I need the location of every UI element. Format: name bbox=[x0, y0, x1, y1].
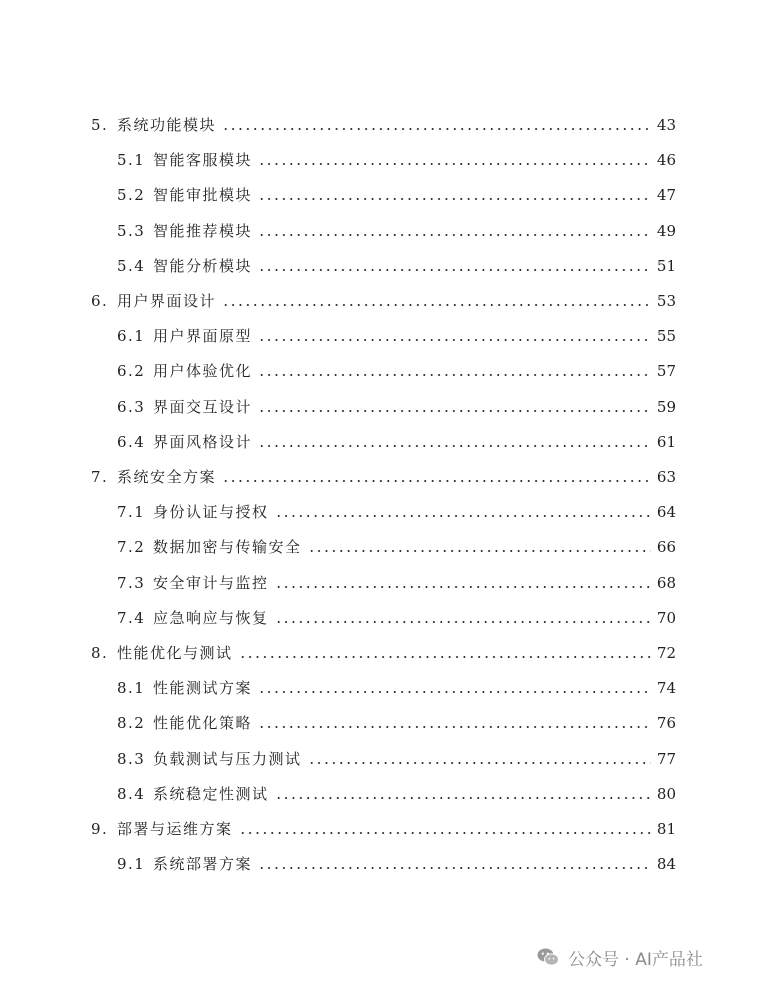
toc-entry-title: 用户界面设计 bbox=[117, 292, 217, 310]
toc-entry-page-number: 64 bbox=[656, 503, 676, 522]
toc-entry-title: 用户体验优化 bbox=[153, 362, 253, 381]
toc-chapter-entry[interactable] bbox=[91, 815, 676, 839]
toc-section-entry[interactable] bbox=[117, 322, 676, 346]
toc-dot-leader bbox=[258, 410, 651, 412]
toc-entry-title: 负载测试与压力测试 bbox=[153, 749, 302, 768]
toc-entry-title: 部署与运维方案 bbox=[117, 820, 233, 838]
toc-section-entry[interactable] bbox=[117, 181, 676, 205]
toc-entry-number: 6.1 bbox=[117, 327, 146, 346]
toc-entry-title: 安全审计与监控 bbox=[153, 573, 269, 592]
toc-entry-number: 7.4 bbox=[117, 608, 146, 627]
toc-entry-number: 8.3 bbox=[117, 749, 146, 768]
toc-section-entry[interactable] bbox=[117, 146, 676, 170]
toc-entry-number: 8.4 bbox=[117, 784, 146, 803]
toc-dot-leader bbox=[308, 550, 651, 552]
toc-entry-page-number: 81 bbox=[656, 820, 676, 838]
toc-chapter-entry[interactable] bbox=[91, 111, 676, 135]
toc-dot-leader bbox=[308, 762, 651, 764]
toc-section-entry[interactable] bbox=[117, 850, 676, 874]
toc-dot-leader bbox=[258, 867, 651, 869]
toc-entry-page-number: 80 bbox=[656, 784, 676, 803]
toc-entry-number: 7. bbox=[91, 468, 109, 486]
toc-dot-leader bbox=[222, 304, 651, 306]
toc-entry-page-number: 74 bbox=[656, 679, 676, 698]
toc-entry-page-number: 57 bbox=[656, 362, 676, 381]
toc-entry-page-number: 49 bbox=[656, 221, 676, 240]
wechat-icon bbox=[536, 945, 560, 969]
toc-dot-leader bbox=[258, 163, 651, 165]
toc-dot-leader bbox=[222, 480, 651, 482]
toc-entry-title: 用户界面原型 bbox=[153, 327, 253, 346]
toc-dot-leader bbox=[258, 198, 651, 200]
toc-entry-title: 智能审批模块 bbox=[153, 186, 253, 205]
toc-dot-leader bbox=[258, 269, 651, 271]
toc-entry-page-number: 72 bbox=[656, 644, 676, 662]
toc-entry-number: 5.1 bbox=[117, 151, 146, 170]
toc-entry-number: 9.1 bbox=[117, 855, 146, 874]
toc-entry-page-number: 51 bbox=[656, 256, 676, 275]
toc-entry-number: 8. bbox=[91, 644, 109, 662]
toc-entry-number: 5.2 bbox=[117, 186, 146, 205]
toc-entry-page-number: 46 bbox=[656, 151, 676, 170]
toc-entry-number: 7.3 bbox=[117, 573, 146, 592]
toc-entry-page-number: 66 bbox=[656, 538, 676, 557]
toc-entry-number: 6.4 bbox=[117, 432, 146, 451]
toc-dot-leader bbox=[275, 621, 651, 623]
toc-entry-title: 身份认证与授权 bbox=[153, 503, 269, 522]
toc-dot-leader bbox=[275, 797, 651, 799]
toc-entry-number: 5.3 bbox=[117, 221, 146, 240]
toc-entry-title: 智能客服模块 bbox=[153, 151, 253, 170]
toc-section-entry[interactable] bbox=[117, 604, 676, 628]
toc-section-entry[interactable] bbox=[117, 393, 676, 417]
toc-entry-title: 智能分析模块 bbox=[153, 256, 253, 275]
toc-section-entry[interactable] bbox=[117, 357, 676, 381]
toc-dot-leader bbox=[239, 832, 651, 834]
toc-entry-page-number: 70 bbox=[656, 608, 676, 627]
watermark bbox=[536, 944, 703, 970]
toc-entry-number: 7.2 bbox=[117, 538, 146, 557]
toc-section-entry[interactable] bbox=[117, 428, 676, 452]
toc-entry-page-number: 55 bbox=[656, 327, 676, 346]
toc-entry-number: 8.1 bbox=[117, 679, 146, 698]
toc-dot-leader bbox=[275, 515, 651, 517]
toc-entry-title: 系统功能模块 bbox=[117, 116, 217, 134]
toc-entry-page-number: 84 bbox=[656, 855, 676, 874]
toc-section-entry[interactable] bbox=[117, 709, 676, 733]
toc-section-entry[interactable] bbox=[117, 252, 676, 276]
toc-entry-title: 系统稳定性测试 bbox=[153, 784, 269, 803]
toc-entry-number: 6. bbox=[91, 292, 109, 310]
toc-entry-number: 5. bbox=[91, 116, 109, 134]
toc-entry-title: 系统安全方案 bbox=[117, 468, 217, 486]
toc-entry-title: 性能优化与测试 bbox=[117, 644, 233, 662]
toc-dot-leader bbox=[258, 234, 651, 236]
toc-dot-leader bbox=[222, 128, 651, 130]
toc-entry-number: 5.4 bbox=[117, 256, 146, 275]
watermark-text: 公众号 · AI产品社 bbox=[568, 949, 703, 970]
toc-chapter-entry[interactable] bbox=[91, 287, 676, 311]
toc-section-entry[interactable] bbox=[117, 569, 676, 593]
toc-entry-title: 应急响应与恢复 bbox=[153, 608, 269, 627]
toc-dot-leader bbox=[258, 726, 651, 728]
toc-entry-title: 界面交互设计 bbox=[153, 397, 253, 416]
toc-entry-title: 性能优化策略 bbox=[153, 714, 253, 733]
toc-entry-number: 6.2 bbox=[117, 362, 146, 381]
toc-dot-leader bbox=[239, 656, 651, 658]
toc-entry-page-number: 43 bbox=[656, 116, 676, 134]
toc-entry-page-number: 76 bbox=[656, 714, 676, 733]
toc-entry-title: 系统部署方案 bbox=[153, 855, 253, 874]
toc-chapter-entry[interactable] bbox=[91, 463, 676, 487]
toc-entry-page-number: 59 bbox=[656, 397, 676, 416]
toc-entry-number: 6.3 bbox=[117, 397, 146, 416]
toc-entry-title: 性能测试方案 bbox=[153, 679, 253, 698]
toc-chapter-entry[interactable] bbox=[91, 639, 676, 663]
toc-entry-number: 8.2 bbox=[117, 714, 146, 733]
toc-entry-page-number: 47 bbox=[656, 186, 676, 205]
toc-dot-leader bbox=[258, 374, 651, 376]
toc-dot-leader bbox=[258, 445, 651, 447]
toc-entry-number: 7.1 bbox=[117, 503, 146, 522]
toc-dot-leader bbox=[258, 339, 651, 341]
toc-entry-page-number: 68 bbox=[656, 573, 676, 592]
toc-entry-page-number: 53 bbox=[656, 292, 676, 310]
toc-dot-leader bbox=[258, 691, 651, 693]
toc-section-entry[interactable] bbox=[117, 745, 676, 769]
toc-section-entry[interactable] bbox=[117, 217, 676, 241]
toc-entry-page-number: 63 bbox=[656, 468, 676, 486]
toc-entry-title: 界面风格设计 bbox=[153, 432, 253, 451]
toc-section-entry[interactable] bbox=[117, 674, 676, 698]
toc-entry-page-number: 77 bbox=[656, 749, 676, 768]
toc-entry-number: 9. bbox=[91, 820, 109, 838]
toc-section-entry[interactable] bbox=[117, 498, 676, 522]
toc-entry-title: 智能推荐模块 bbox=[153, 221, 253, 240]
toc-section-entry[interactable] bbox=[117, 533, 676, 557]
toc-section-entry[interactable] bbox=[117, 780, 676, 804]
toc-dot-leader bbox=[275, 586, 651, 588]
toc-entry-page-number: 61 bbox=[656, 432, 676, 451]
toc-entry-title: 数据加密与传输安全 bbox=[153, 538, 302, 557]
